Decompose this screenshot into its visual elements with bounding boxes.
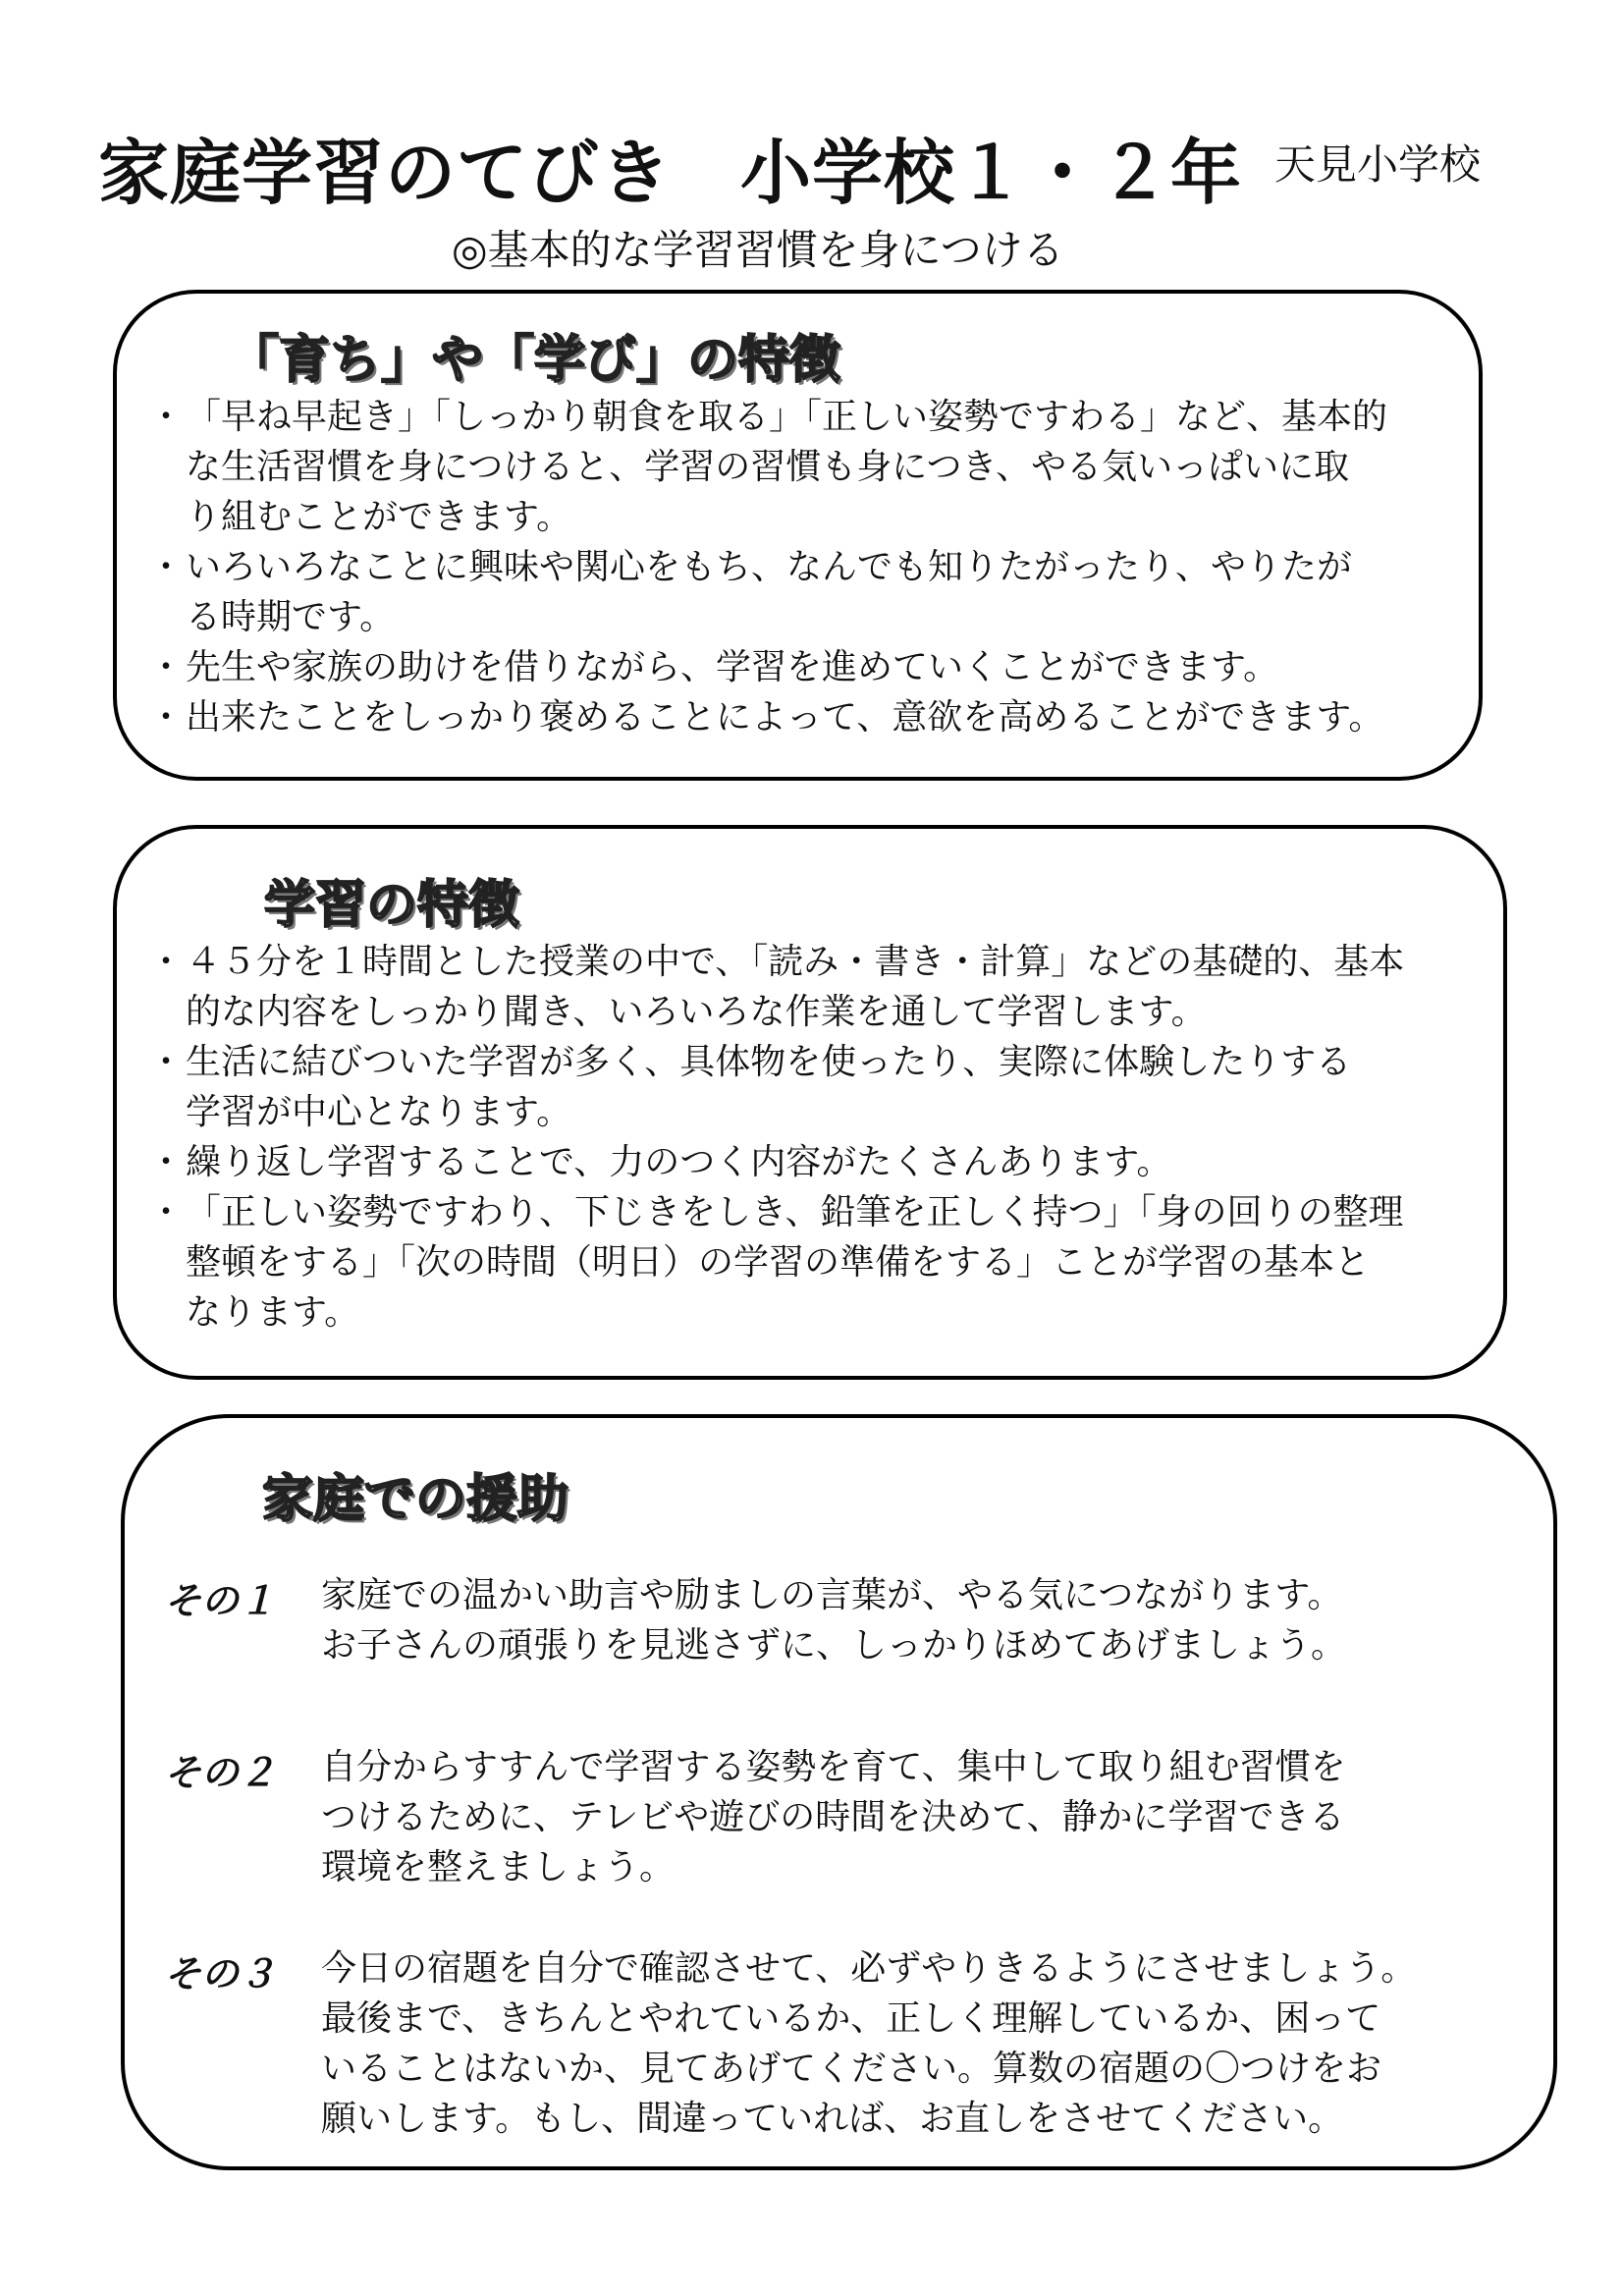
document-subtitle: ◎基本的な学習習慣を身につける bbox=[452, 226, 1064, 274]
support-section bbox=[121, 1414, 1557, 2170]
growth-bullet-list bbox=[148, 392, 1474, 742]
support-text: 家庭での温かい助言や励ましの言葉が、やる気につながります。 お子さんの頑張りを見逃さずに、しっかりほめてあげましょう。 bbox=[321, 1575, 1347, 1666]
document-title bbox=[98, 116, 1242, 218]
learning-bullet: ・ ４５分を１時間とした授業の中で、「読み・書き・計算」などの基礎的、基本 的な内容をしっかり聞き、いろいろな作業を通して学習します。 bbox=[148, 937, 1498, 1037]
learning-bullet: ・ 生活に結びついた学習が多く、具体物を使ったり、実際に体験したりする 学習が中心となります。 bbox=[148, 1037, 1498, 1137]
support-label: その１ bbox=[164, 1579, 277, 1622]
learning-heading: 学習の特徴 bbox=[264, 876, 520, 935]
growth-section bbox=[113, 290, 1483, 781]
growth-heading: 「育ち」や「学び」の特徴 bbox=[228, 331, 841, 390]
learning-bullet: ・ 「正しい姿勢ですわり、下じきをしき、鉛筆を正しく持つ」「身の回りの整理 整頓をする」「次の時間（明日）の学習の準備をする」ことが学習の基本と なります。 bbox=[148, 1187, 1498, 1338]
growth-bullet: ・ 出来たことをしっかり褒めることによって、意欲を高めることができます。 bbox=[148, 692, 1474, 742]
title-grade: 小学校１・２年 bbox=[740, 132, 1243, 214]
support-text: 今日の宿題を自分で確認させて、必ずやりきるようにさせましょう。 最後まで、きちんとやれているか、正しく理解しているか、困って いることはないか、見てあげてください。算数の宿題の〇つけをお 願いします。もし、間違っていれば、お直しをさせてください。 bbox=[321, 1948, 1417, 2139]
growth-bullet: ・ 先生や家族の助けを借りながら、学習を進めていくことができます。 bbox=[148, 642, 1474, 692]
school-name: 天見小学校 bbox=[1274, 140, 1482, 189]
support-label: その３ bbox=[164, 1952, 277, 1995]
title-main: 家庭学習のてびき bbox=[98, 132, 673, 214]
support-heading: 家庭での援助 bbox=[262, 1470, 569, 1529]
learning-bullet: ・ 繰り返し学習することで、力のつく内容がたくさんあります。 bbox=[148, 1137, 1498, 1187]
support-label: その２ bbox=[164, 1751, 277, 1794]
growth-bullet: ・ いろいろなことに興味や関心をもち、なんでも知りたがったり、やりたが る時期です。 bbox=[148, 542, 1474, 642]
growth-bullet: ・ 「早ね早起き」「しっかり朝食を取る」「正しい姿勢ですわる」など、基本的 な生活習慣を身につけると、学習の習慣も身につき、やる気いっぱいに取 り組むことができます。 bbox=[148, 392, 1474, 542]
learning-bullet-list bbox=[148, 937, 1498, 1338]
support-text: 自分からすすんで学習する姿勢を育て、集中して取り組む習慣を つけるために、テレビや遊びの時間を決めて、静かに学習できる 環境を整えましょう。 bbox=[321, 1747, 1346, 1887]
learning-section bbox=[113, 825, 1507, 1380]
